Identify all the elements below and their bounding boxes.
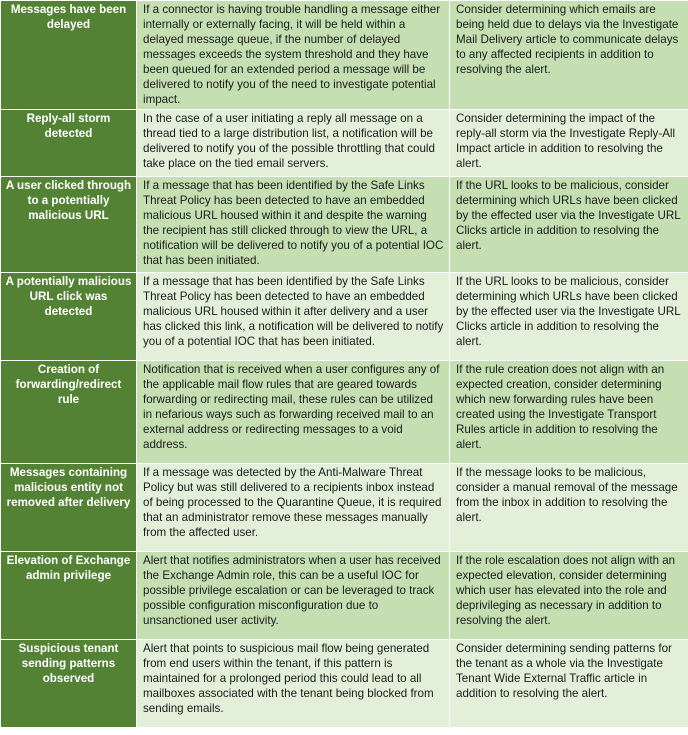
table-row: [1, 640, 688, 728]
alert-description-cell: If a message that has been identified by the Safe Links Threat Policy has been detected to have an embedded malicious URL housed within it and despite the warning the recipient has still clicked through to view the URL, a notification will be delivered to notify you of a potential IOC that has been initiated.: [137, 177, 450, 273]
alert-name-cell: Reply-all storm detected: [1, 110, 137, 177]
table-row: [1, 361, 688, 464]
table-row: [1, 110, 688, 177]
alert-action-cell: Consider determining sending patterns for the tenant as a whole via the Investigate Tenant Wide External Traffic article in addition to resolving the alert.: [450, 640, 688, 728]
table-row: [1, 177, 688, 273]
alert-name-cell: A user clicked through to a potentially malicious URL: [1, 177, 137, 273]
alert-description-cell: If a connector is having trouble handling a message either internally or externally facing, it will be held within a delayed message queue, if the number of delayed messages exceeds the system threshold and they have been queued for an extended period a message will be delivered to notify you of the need to investigate potential impact.: [137, 1, 450, 110]
alert-action-cell: Consider determining which emails are being held due to delays via the Investigate Mail Delivery article to communicate delays to any affected recipients in addition to resolving the alert.: [450, 1, 688, 110]
table-row: [1, 273, 688, 361]
alert-description-cell: Alert that notifies administrators when a user has received the Exchange Admin role, this can be a useful IOC for possible privilege escalation or can be leveraged to track possible configuration misconfiguration due to unsanctioned user activity.: [137, 552, 450, 640]
alert-action-cell: If the URL looks to be malicious, consider determining which URLs have been clicked by the effected user via the Investigate URL Clicks article in addition to resolving the alert.: [450, 177, 688, 273]
alert-action-cell: Consider determining the impact of the reply-all storm via the Investigate Reply-All Impact article in addition to resolving the alert.: [450, 110, 688, 177]
alert-description-cell: If a message that has been identified by the Safe Links Threat Policy has been detected to have an embedded malicious URL housed within it after delivery and a user has clicked this link, a notification will be delivered to notify you of a potential IOC that has been initiated.: [137, 273, 450, 361]
table-row: [1, 464, 688, 552]
alert-name-cell: Messages have been delayed: [1, 1, 137, 110]
alert-description-cell: Notification that is received when a user configures any of the applicable mail flow rules that are geared towards forwarding or redirecting mail, these rules can be utilized in nefarious ways such as forwarding received mail to an external address or redirecting messages to a void address.: [137, 361, 450, 464]
alert-description-cell: In the case of a user initiating a reply all message on a thread tied to a large distribution list, a notification will be delivered to notify you of the possible throttling that could take place on the tied email servers.: [137, 110, 450, 177]
alert-action-cell: If the message looks to be malicious, consider a manual removal of the message from the inbox in addition to resolving the alert.: [450, 464, 688, 552]
table-row: [1, 1, 688, 110]
alert-name-cell: Elevation of Exchange admin privilege: [1, 552, 137, 640]
alert-action-cell: If the rule creation does not align with an expected creation, consider determining which new forwarding rules have been created using the Investigate Transport Rules article in addition to resolving the alert.: [450, 361, 688, 464]
alert-action-cell: If the role escalation does not align with an expected elevation, consider determining which user has elevated into the role and deprivileging as necessary in addition to resolving the alert.: [450, 552, 688, 640]
alert-name-cell: A potentially malicious URL click was detected: [1, 273, 137, 361]
alert-name-cell: Creation of forwarding/redirect rule: [1, 361, 137, 464]
alert-description-cell: Alert that points to suspicious mail flow being generated from end users within the tenant, if this pattern is maintained for a prolonged period this could lead to all mailboxes associated with the tenant being blocked from sending emails.: [137, 640, 450, 728]
alert-action-cell: If the URL looks to be malicious, consider determining which URLs have been clicked by the effected user via the Investigate URL Clicks article in addition to resolving the alert.: [450, 273, 688, 361]
table-row: [1, 552, 688, 640]
alert-name-cell: Messages containing malicious entity not removed after delivery: [1, 464, 137, 552]
alert-name-cell: Suspicious tenant sending patterns observed: [1, 640, 137, 728]
alert-description-cell: If a message was detected by the Anti-Malware Threat Policy but was still delivered to a recipients inbox instead of being processed to the Quarantine Queue, it is required that an administrator remove these messages manually from the affected user.: [137, 464, 450, 552]
